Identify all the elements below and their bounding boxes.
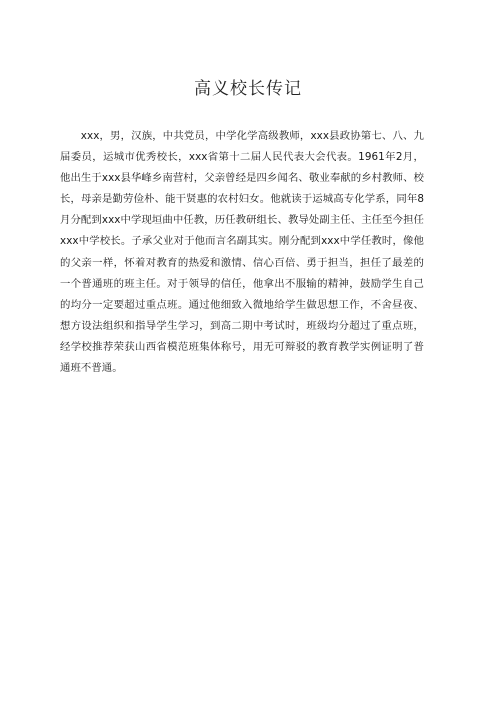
document-title: 高义校长传记 [194, 79, 302, 100]
document-body-paragraph: xxx，男，汉族，中共党员，中学化学高级教师，xxx县政协第七、八、九届委员，运城市优秀校长，xxx省第十二届人民代表大会代表。1961年2月，他出生于xxx县华峰乡南营村，父亲曾经是四乡闻名、敬业奉献的乡村教师、校长，母亲是勤劳俭朴、能干贤惠的农村妇女。他就读于运城高专化学系，同年8月分配到xxx中学现垣曲中任教，历任教研组长、教导处副主任、主任至今担任xxx中学校长。子承父业对于他而言名副其实。刚分配到xxx中学任教时，像他的父亲一样，怀着对教育的热爱和激情、信心百倍、勇于担当，担任了最差的一个普通班的班主任。对于领导的信任，他拿出不服输的精神，鼓励学生自己的均分一定要超过重点班。通过他细致入微地给学生做思想工作，不舍昼夜、想方设法组织和指导学生学习，到高二期中考试时，班级均分超过了重点班，经学校推荐荣获山西省模范班集体称号，用无可辩驳的教育教学实例证明了普通班不普通。 [60, 130, 424, 375]
